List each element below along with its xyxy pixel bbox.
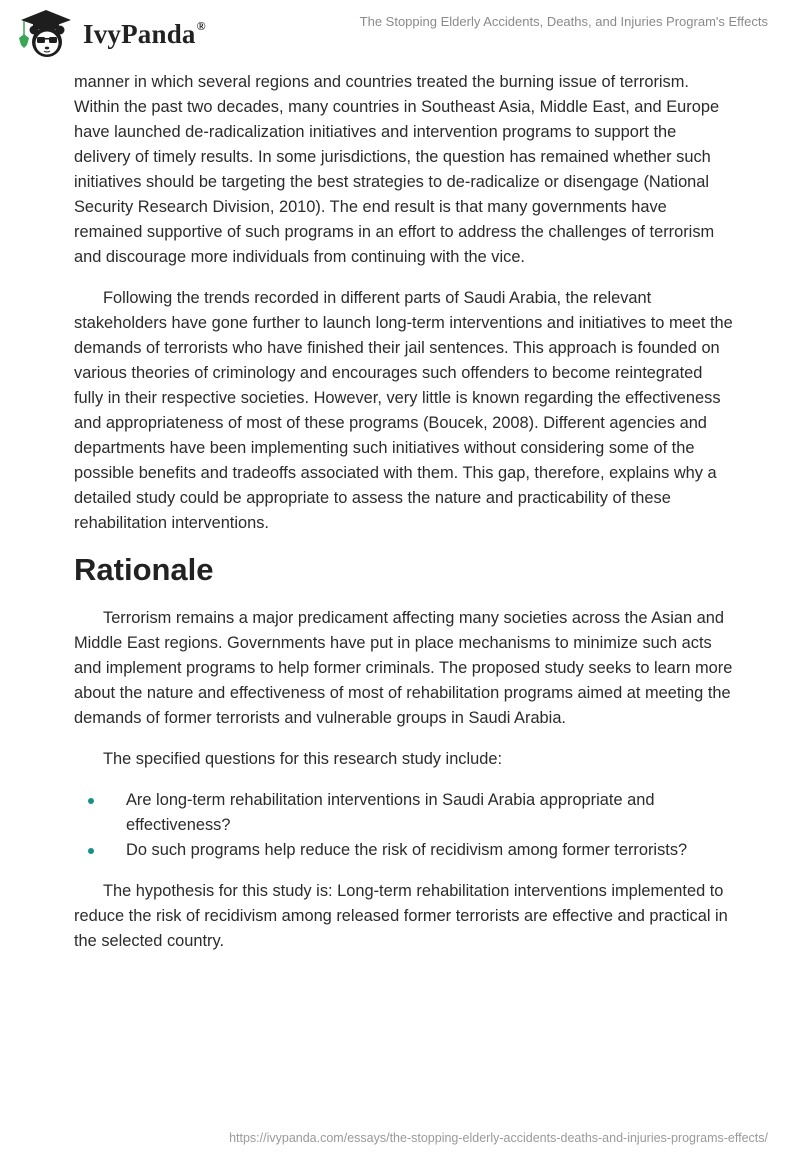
list-item: Do such programs help reduce the risk of recidivism among former terrorists? — [74, 838, 734, 863]
article-body — [74, 70, 734, 954]
section-heading-rationale: Rationale — [74, 552, 214, 587]
rationale-paragraph: Terrorism remains a major predicament affecting many societies across the Asian and Middle East regions. Governments have put in place mechanisms to minimize such acts and implement programs to help former criminals. The proposed study seeks to learn more about the nature and effectiveness of most of rehabilitation programs aimed at meeting the demands of former terrorists and vulnerable groups in Saudi Arabia. — [74, 609, 733, 727]
bullet-dot-icon — [88, 798, 94, 804]
ivypanda-logo[interactable] — [16, 8, 206, 58]
questions-intro: The specified questions for this research study include: — [103, 750, 503, 768]
hypothesis-paragraph: The hypothesis for this study is: Long-term rehabilitation interventions implemented to reduce the risk of recidivism among released former terrorists are effective and practical in the selected country. — [74, 882, 728, 950]
research-questions-list — [74, 788, 734, 863]
panda-graduation-cap-icon — [16, 8, 74, 58]
brand-name: IvyPanda® — [83, 18, 206, 49]
source-url[interactable]: https://ivypanda.com/essays/the-stopping-elderly-accidents-deaths-and-injuries-programs-effects/ — [229, 1131, 768, 1145]
document-title: The Stopping Elderly Accidents, Deaths, and Injuries Program's Effects — [359, 14, 768, 29]
page-header — [0, 0, 800, 66]
body-paragraph: Following the trends recorded in different parts of Saudi Arabia, the relevant stakeholders have gone further to launch long-term interventions and initiatives to meet the demands of terrorists who have finished their jail sentences. This approach is founded on various theories of criminology and encourages such offenders to become reintegrated fully in their respective societies. However, very little is known regarding the effectiveness and appropriateness of most of these programs (Boucek, 2008). Different agencies and departments have been implementing such initiatives without considering some of the possible benefits and tradeoffs associated with them. This gap, therefore, explains why a detailed study could be appropriate to assess the nature and practicability of these rehabilitation interventions. — [74, 289, 733, 532]
bullet-dot-icon — [88, 848, 94, 854]
body-paragraph: manner in which several regions and countries treated the burning issue of terrorism. Within the past two decades, many countries in Southeast Asia, Middle East, and Europe have launched de-radicalization initiatives and intervention programs to support the delivery of timely results. In some jurisdictions, the question has remained whether such initiatives should be targeting the best strategies to de-radicalize or disengage (National Security Research Division, 2010). The end result is that many governments have remained supportive of such programs in an effort to address the challenges of terrorism and discourage more individuals from continuing with the vice. — [74, 73, 720, 266]
list-item: Are long-term rehabilitation interventions in Saudi Arabia appropriate and effectiveness? — [74, 788, 734, 838]
